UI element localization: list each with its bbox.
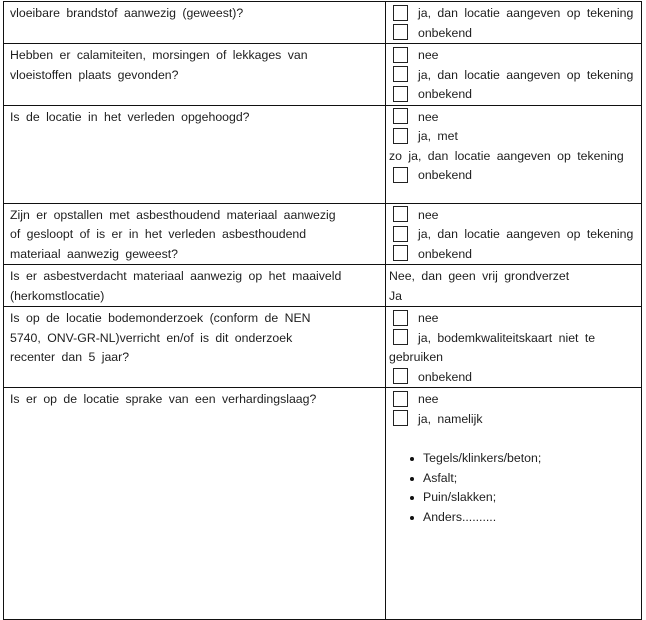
question-text: Is er asbestverdacht materiaal aanwezig op het maaiveld bbox=[10, 269, 342, 283]
option-label: onbekend bbox=[418, 87, 473, 101]
answer-option[interactable] bbox=[393, 206, 641, 226]
answer-option[interactable] bbox=[393, 390, 641, 410]
option-label: onbekend bbox=[418, 168, 473, 182]
option-label: nee bbox=[418, 311, 439, 325]
checkbox[interactable] bbox=[393, 206, 408, 222]
questionnaire-table bbox=[3, 1, 642, 620]
answer-option[interactable] bbox=[393, 368, 641, 388]
answer-option[interactable] bbox=[393, 46, 641, 66]
checkbox[interactable] bbox=[393, 86, 408, 102]
answer-option bbox=[389, 348, 641, 368]
answer-option[interactable] bbox=[393, 410, 641, 430]
answer-option[interactable] bbox=[393, 108, 641, 128]
question-row bbox=[4, 265, 642, 307]
option-label: ja, bodemkwaliteitskaart niet te bbox=[418, 330, 596, 345]
checkbox[interactable] bbox=[393, 66, 408, 82]
question-row bbox=[4, 2, 642, 44]
question-text: Is er op de locatie sprake van een verhardingslaag? bbox=[10, 392, 317, 406]
checkbox[interactable] bbox=[393, 226, 408, 242]
bullet-item: Asfalt; bbox=[423, 469, 641, 489]
bullet-item: Tegels/klinkers/beton; bbox=[423, 449, 641, 469]
option-label: ja, namelijk bbox=[418, 411, 483, 426]
answer-option[interactable] bbox=[393, 24, 641, 44]
answer-option[interactable] bbox=[393, 4, 641, 24]
checkbox[interactable] bbox=[393, 167, 408, 183]
answer-option[interactable] bbox=[393, 245, 641, 265]
question-text: Zijn er opstallen met asbesthoudend materiaal aanwezig bbox=[10, 207, 336, 222]
option-label: ja, met bbox=[418, 129, 458, 143]
option-label: nee bbox=[418, 109, 439, 124]
answer-cell bbox=[386, 44, 642, 106]
option-label: ja, dan locatie aangeven op tekening bbox=[418, 227, 634, 241]
checkbox[interactable] bbox=[393, 128, 408, 144]
question-row bbox=[4, 388, 642, 620]
question-text: recenter dan 5 jaar? bbox=[10, 350, 130, 364]
bullet-item: Anders.......... bbox=[423, 508, 641, 528]
answer-cell bbox=[386, 388, 642, 620]
option-label: onbekend bbox=[418, 246, 473, 261]
checkbox[interactable] bbox=[393, 108, 408, 124]
answer-option[interactable] bbox=[393, 329, 641, 349]
question-cell bbox=[4, 105, 386, 203]
question-row bbox=[4, 44, 642, 106]
checkbox[interactable] bbox=[393, 47, 408, 63]
answer-option[interactable] bbox=[393, 127, 641, 147]
question-text: Is op de locatie bodemonderzoek (conform de NEN bbox=[10, 311, 311, 325]
option-label: Ja bbox=[389, 288, 402, 303]
checkbox[interactable] bbox=[393, 310, 408, 326]
question-row bbox=[4, 307, 642, 388]
answer-cell bbox=[386, 307, 642, 388]
question-text: materiaal aanwezig geweest? bbox=[10, 246, 179, 261]
answer-cell bbox=[386, 203, 642, 265]
question-cell bbox=[4, 265, 386, 307]
answer-option bbox=[389, 147, 641, 167]
checkbox[interactable] bbox=[393, 24, 408, 40]
answer-option[interactable] bbox=[393, 309, 641, 329]
option-label: zo ja, dan locatie aangeven op tekening bbox=[389, 148, 624, 163]
question-text: Hebben er calamiteiten, morsingen of lekkages van bbox=[10, 48, 308, 62]
answer-option[interactable] bbox=[393, 225, 641, 245]
question-text: vloeibare brandstof aanwezig (geweest)? bbox=[10, 6, 244, 20]
checkbox[interactable] bbox=[393, 329, 408, 345]
checkbox[interactable] bbox=[393, 410, 408, 426]
option-label: onbekend bbox=[418, 369, 473, 384]
answer-cell bbox=[386, 265, 642, 307]
answer-option[interactable] bbox=[393, 85, 641, 105]
checkbox[interactable] bbox=[393, 245, 408, 261]
question-text: of gesloopt of is er in het verleden asbesthoudend bbox=[10, 227, 307, 241]
question-cell bbox=[4, 203, 386, 265]
option-label: nee bbox=[418, 392, 439, 406]
answer-cell bbox=[386, 105, 642, 203]
question-text: 5740, ONV-GR-NL)verricht en/of is dit onderzoek bbox=[10, 330, 293, 345]
checkbox[interactable] bbox=[393, 5, 408, 21]
option-label: onbekend bbox=[418, 25, 473, 40]
option-label: Nee, dan geen vrij grondverzet bbox=[389, 269, 570, 283]
question-row bbox=[4, 105, 642, 203]
question-row bbox=[4, 203, 642, 265]
bullet-item: Puin/slakken; bbox=[423, 488, 641, 508]
question-cell bbox=[4, 44, 386, 106]
option-label: gebruiken bbox=[389, 350, 444, 364]
question-cell bbox=[4, 307, 386, 388]
answer-option bbox=[389, 267, 641, 287]
option-label: nee bbox=[418, 207, 439, 222]
answer-cell bbox=[386, 2, 642, 44]
question-text: vloeistoffen plaats gevonden? bbox=[10, 67, 179, 82]
answer-option bbox=[389, 287, 641, 307]
option-label: nee bbox=[418, 48, 439, 62]
checkbox[interactable] bbox=[393, 391, 408, 407]
pavement-type-list bbox=[393, 449, 641, 527]
checkbox[interactable] bbox=[393, 368, 408, 384]
question-text: Is de locatie in het verleden opgehoogd? bbox=[10, 109, 250, 124]
question-cell bbox=[4, 2, 386, 44]
option-label: ja, dan locatie aangeven op tekening bbox=[418, 6, 634, 20]
answer-option[interactable] bbox=[393, 166, 641, 186]
question-cell bbox=[4, 388, 386, 620]
option-label: ja, dan locatie aangeven op tekening bbox=[418, 67, 634, 82]
answer-option[interactable] bbox=[393, 66, 641, 86]
question-text: (herkomstlocatie) bbox=[10, 288, 105, 303]
